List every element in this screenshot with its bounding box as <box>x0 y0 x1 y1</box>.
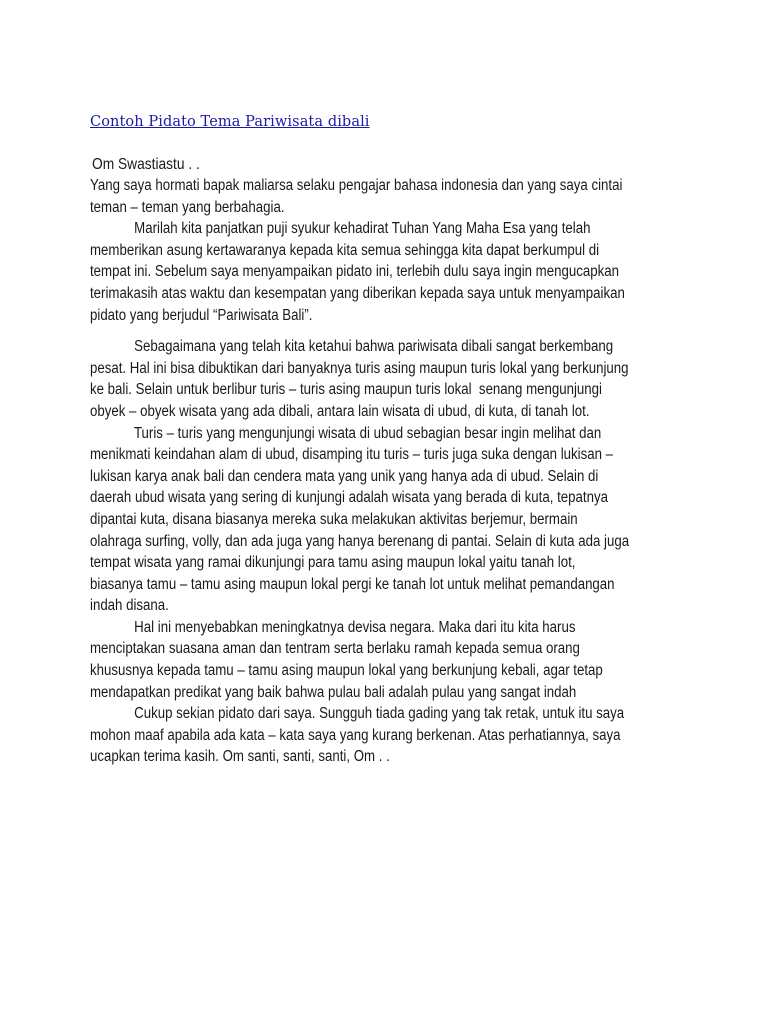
paragraph-line: mendapatkan predikat yang baik bahwa pulau bali adalah pulau yang sangat indah <box>90 683 577 701</box>
paragraph-line: daerah ubud wisata yang sering di kunjungi adalah wisata yang berada di kuta, tepatnya <box>90 489 608 507</box>
paragraph <box>90 336 680 422</box>
paragraph-line: tempat wisata yang ramai dikunjungi para tamu asing maupun lokal yaitu tanah lot, <box>90 554 576 572</box>
paragraph-line: lukisan karya anak bali dan cendera mata yang unik yang hanya ada di ubud. Selain di <box>90 467 599 485</box>
paragraph-line: Sebagaimana yang telah kita ketahui bahwa pariwisata dibali sangat berkembang <box>90 338 614 356</box>
paragraph-line: Cukup sekian pidato dari saya. Sungguh tiada gading yang tak retak, untuk itu saya <box>90 705 625 723</box>
paragraph-line: mohon maaf apabila ada kata – kata saya yang kurang berkenan. Atas perhatiannya, saya <box>90 726 621 744</box>
paragraph-line: dipantai kuta, disana biasanya mereka suka melakukan aktivitas berjemur, bermain <box>90 510 578 528</box>
paragraph <box>90 423 680 617</box>
paragraph-line: pesat. Hal ini bisa dibuktikan dari banyaknya turis asing maupun turis lokal yang berkunjung <box>90 359 629 377</box>
greeting-line: Om Swastiastu . . <box>92 156 200 173</box>
paragraph-line: teman – teman yang berbahagia. <box>90 198 285 216</box>
paragraph-line: Marilah kita panjatkan puji syukur kehadirat Tuhan Yang Maha Esa yang telah <box>90 220 591 238</box>
paragraph-line: menciptakan suasana aman dan tentram serta berlaku ramah kepada semua orang <box>90 640 580 658</box>
document-body <box>90 112 680 768</box>
paragraph-line: menikmati keindahan alam di ubud, disamping itu turis – turis juga suka dengan lukisan – <box>90 446 614 464</box>
paragraph-line: memberikan asung kertawaranya kepada kita semua sehingga kita dapat berkumpul di <box>90 241 600 259</box>
paragraph-line: indah disana. <box>90 597 169 615</box>
paragraph <box>90 703 680 768</box>
paragraph-line: terimakasih atas waktu dan kesempatan yang diberikan kepada saya untuk menyampaikan <box>90 284 625 302</box>
paragraph <box>90 218 680 326</box>
paragraph-group-body <box>90 336 680 768</box>
paragraph-line: biasanya tamu – tamu asing maupun lokal pergi ke tanah lot untuk melihat pemandangan <box>90 575 615 593</box>
paragraph-line: Turis – turis yang mengunjungi wisata di ubud sebagian besar ingin melihat dan <box>90 424 602 442</box>
paragraph-line: ucapkan terima kasih. Om santi, santi, santi, Om . . <box>90 748 390 766</box>
paragraph <box>90 175 680 218</box>
document-title-link[interactable]: Contoh Pidato Tema Pariwisata dibali <box>90 114 370 130</box>
paragraph-spacer <box>90 326 680 336</box>
paragraph <box>90 617 680 703</box>
paragraph-line: Yang saya hormati bapak maliarsa selaku pengajar bahasa indonesia dan yang saya cintai <box>90 177 623 194</box>
paragraph-line: khususnya kepada tamu – tamu asing maupun lokal yang berkunjung kebali, agar tetap <box>90 662 603 680</box>
paragraph-line: obyek – obyek wisata yang ada dibali, antara lain wisata di ubud, di kuta, di tanah lot. <box>90 402 590 420</box>
paragraph-line: olahraga surfing, volly, dan ada juga yang hanya berenang di pantai. Selain di kuta ada juga <box>90 532 630 550</box>
paragraph-line: Hal ini menyebabkan meningkatnya devisa negara. Maka dari itu kita harus <box>90 618 576 636</box>
paragraph-line: ke bali. Selain untuk berlibur turis – turis asing maupun turis lokal senang mengunjungi <box>90 381 602 399</box>
paragraph-line: pidato yang berjudul “Pariwisata Bali”. <box>90 306 313 324</box>
paragraph-group-intro <box>90 175 680 326</box>
paragraph-line: tempat ini. Sebelum saya menyampaikan pidato ini, terlebih dulu saya ingin mengucapkan <box>90 263 619 281</box>
